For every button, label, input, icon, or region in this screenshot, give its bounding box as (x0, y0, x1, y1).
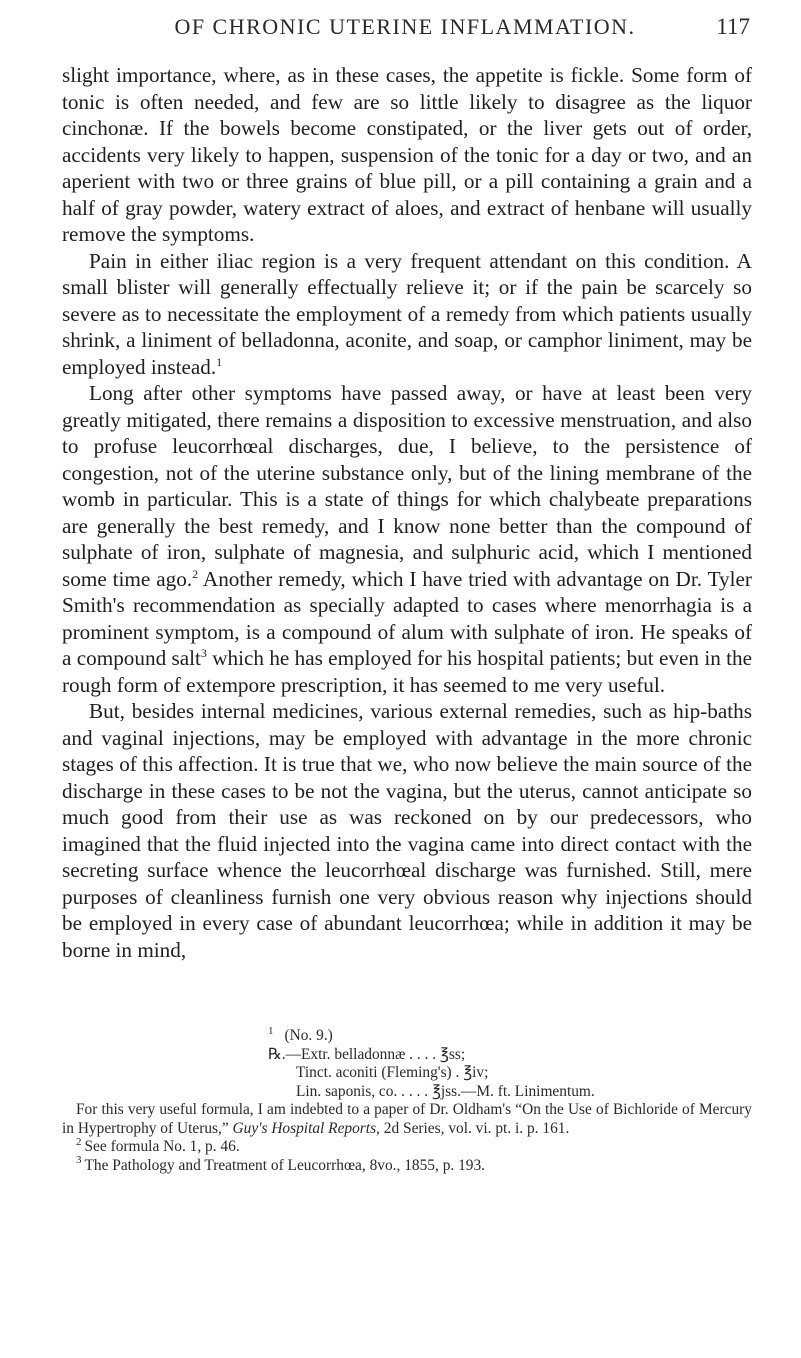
footnote-ref-1: 1 (216, 354, 223, 369)
footnote-ref-3: 3 (200, 645, 207, 660)
paragraph-4: But, besides internal medicines, various external remedies, such as hip-baths and vaginal injections, may be employed with advantage in the more chronic stages of this affection. It is true that we, who now believe the main source of the discharge in these cases to be not the vagina, but the uterus, cannot anticipate so much good from their use as was reckoned on by our predecessors, who imagined that the fluid injected into the vagina came into direct contact with the secreting surface whence the leucorrhœal discharge was furnished. Still, mere purposes of cleanliness furnish one very obvious reason why injections should be employed in every case of abundant leucorrhœa; while in addition it may be borne in mind, (62, 699, 752, 962)
paragraph-3 (62, 380, 752, 698)
main-text (62, 62, 752, 963)
prescription-line-3: Lin. saponis, co. . . . . ℥jss.—M. ft. Linimentum. (296, 1082, 595, 1100)
paragraph-2-text: Pain in either iliac region is a very frequent attendant on this condition. A small blister will generally effectually relieve it; or if the pain be scarcely so severe as to necessitate the employment of a remedy from which patients usually shrink, a liniment of belladonna, aconite, and soap, or camphor liniment, may be employed instead. (62, 248, 752, 379)
page-header (60, 14, 750, 54)
prescription-line-2: Tinct. aconiti (Fleming's) . ℥iv; (296, 1064, 489, 1081)
paragraph-3-part-a: Long after other symptoms have passed away, or have at least been very greatly mitigated, there remains a disposition to excessive menstruation, and also to profuse leucorrhœal discharges, due, I believe, to the persistence of congestion, not of the uterine substance only, but of the lining membrane of the womb in particular. This is a state of things for which chalybeate preparations are generally the best remedy, and I know none better than the compound of sulphate of iron, sulphate of magnesia, and sulphuric acid, which I mentioned some time ago. (62, 381, 752, 591)
footnote-2 (62, 1135, 752, 1157)
prescription-number (268, 1024, 752, 1046)
footnote-2-mark: 2 (76, 1135, 82, 1148)
running-head: OF CHRONIC UTERINE INFLAMMATION. (174, 14, 636, 39)
paragraph-2 (62, 248, 752, 381)
footnote-3-text: The Pathology and Treatment of Leucorrhœa, 8vo., 1855, p. 193. (84, 1156, 486, 1174)
footnote-1-journal: Guy's Hospital Reports, (232, 1119, 380, 1137)
footnote-2-text: See formula No. 1, p. 46. (84, 1138, 240, 1155)
footnote-1-text (62, 1101, 752, 1138)
footnote-1-text-b: 2d Series, vol. vi. pt. i. p. 161. (379, 1119, 570, 1137)
prescription-line-1: ℞.—Extr. belladonnæ . . . . ℥ss; (268, 1045, 466, 1063)
paragraph-1: slight importance, where, as in these cases, the appetite is fickle. Some form of tonic is often needed, and few are so little likely to disagree as the liquor cinchonæ. If the bowels become constipated, or the liver gets out of order, accidents very likely to happen, suspension of the tonic for a day or two, and an aperient with two or three grains of blue pill, or a pill containing a grain and a half of gray powder, watery extract of aloes, and extract of henbane will usually remove the symptoms. (62, 63, 752, 246)
footnote-3-mark: 3 (76, 1154, 82, 1167)
footnote-ref-2: 2 (192, 566, 199, 581)
prescription (268, 1024, 752, 1101)
paragraph-3-part-b: Another remedy, which I have tried with advantage on Dr. Tyler Smith's recommendation as specially adapted to cases where menorrhagia is a prominent symptom, is a compound of alum with sulphate of iron. He speaks of a compound salt (62, 566, 752, 670)
footnote-3 (62, 1154, 752, 1176)
footnote-1-mark: 1 (268, 1024, 274, 1037)
footnote-1-text-a: For this very useful formula, I am indebted to a paper of Dr. Oldham's “On the Use of Bichloride of Mercury in Hypertrophy of Uterus,” (62, 1101, 752, 1137)
paragraph-3-part-c: which he has employed for his hospital patients; but even in the rough form of extempore prescription, it has seemed to me very useful. (62, 646, 752, 697)
formula-number: (No. 9.) (284, 1027, 333, 1044)
page-number: 117 (716, 14, 750, 39)
footnotes (62, 1024, 752, 1175)
